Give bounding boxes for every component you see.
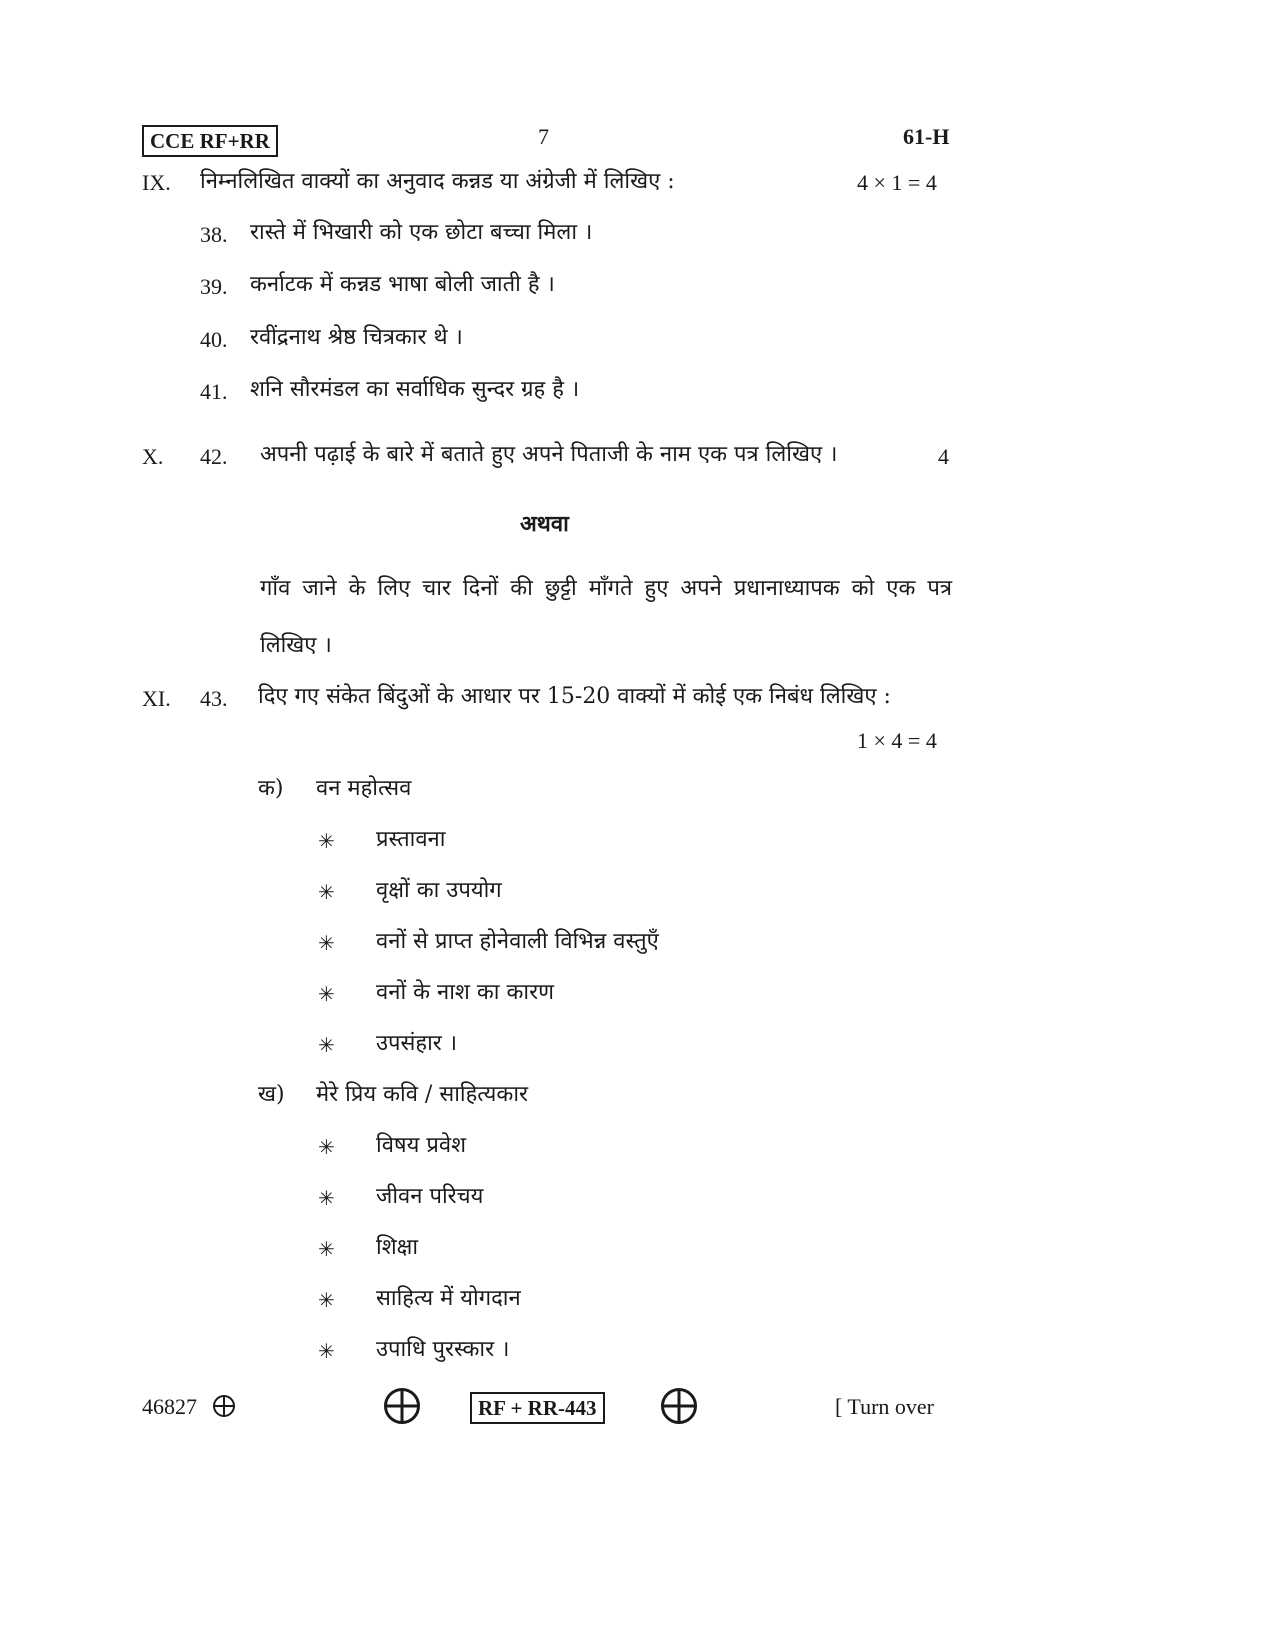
question-text: रास्ते में भिखारी को एक छोटा बच्चा मिला । xyxy=(250,220,593,245)
section-xi-marks: 1 × 4 = 4 xyxy=(857,728,937,753)
question-text: अपनी पढ़ाई के बारे में बताते हुए अपने पिताजी के नाम एक पत्र लिखिए । xyxy=(260,442,838,467)
question-number: 43. xyxy=(200,686,228,711)
bullet-icon: ✳ xyxy=(318,1186,335,1210)
series-code: CCE RF+RR xyxy=(150,129,270,153)
paper-code: 61-H xyxy=(903,124,950,149)
section-ix-marks: 4 × 1 = 4 xyxy=(857,170,937,195)
registration-mark-icon xyxy=(213,1395,235,1417)
question-text: कर्नाटक में कन्नड भाषा बोली जाती है । xyxy=(250,272,555,297)
alternative-question-line2: लिखिए । xyxy=(260,633,332,658)
topic-point: शिक्षा xyxy=(376,1235,419,1260)
bullet-icon: ✳ xyxy=(318,829,335,853)
registration-mark-icon xyxy=(661,1388,697,1424)
topic-point: जीवन परिचय xyxy=(376,1184,484,1209)
topic-point: वनों के नाश का कारण xyxy=(376,980,554,1005)
or-label: अथवा xyxy=(520,511,569,537)
topic-point: उपाधि पुरस्कार । xyxy=(376,1337,510,1362)
turn-over-label: [ Turn over xyxy=(835,1394,935,1419)
question-number: 40. xyxy=(200,327,228,352)
topic-point: उपसंहार । xyxy=(376,1031,458,1056)
topic-point: विषय प्रवेश xyxy=(376,1133,467,1158)
bullet-icon: ✳ xyxy=(318,880,335,904)
bullet-icon: ✳ xyxy=(318,1288,335,1312)
center-code: RF + RR-443 xyxy=(478,1396,597,1420)
registration-mark-icon xyxy=(384,1388,420,1424)
section-x-numeral: X. xyxy=(142,444,164,469)
print-code: 46827 xyxy=(142,1394,197,1419)
topic-point: वनों से प्राप्त होनेवाली विभिन्न वस्तुएँ xyxy=(376,929,659,954)
topic-point: वृक्षों का उपयोग xyxy=(376,878,502,903)
section-xi-numeral: XI. xyxy=(142,686,171,711)
question-number: 41. xyxy=(200,379,228,404)
section-x-marks: 4 xyxy=(938,444,949,469)
topic-point: प्रस्तावना xyxy=(376,827,446,852)
bullet-icon: ✳ xyxy=(318,982,335,1006)
question-text: दिए गए संकेत बिंदुओं के आधार पर 15-20 वाक्यों में कोई एक निबंध लिखिए : xyxy=(258,684,891,709)
bullet-icon: ✳ xyxy=(318,1033,335,1057)
page-number: 7 xyxy=(538,124,549,149)
question-number: 38. xyxy=(200,222,228,247)
bullet-icon: ✳ xyxy=(318,1237,335,1261)
bullet-icon: ✳ xyxy=(318,1339,335,1363)
topic-a-title: वन महोत्सव xyxy=(316,776,412,801)
question-text: रवींद्रनाथ श्रेष्ठ चित्रकार थे । xyxy=(250,325,463,350)
series-code-box xyxy=(142,125,278,157)
bullet-icon: ✳ xyxy=(318,931,335,955)
alternative-question-line1: गाँव जाने के लिए चार दिनों की छुट्टी माँगते हुए अपने प्रधानाध्यापक को एक पत्र xyxy=(260,576,952,601)
question-number: 42. xyxy=(200,444,228,469)
topic-a-label: क) xyxy=(258,776,284,801)
topic-b-title: मेरे प्रिय कवि / साहित्यकार xyxy=(316,1082,529,1107)
topic-b-label: ख) xyxy=(258,1082,285,1107)
bullet-icon: ✳ xyxy=(318,1135,335,1159)
center-code-box xyxy=(470,1392,605,1424)
topic-point: साहित्य में योगदान xyxy=(376,1286,521,1311)
section-ix-instruction: निम्नलिखित वाक्यों का अनुवाद कन्नड या अंग्रेजी में लिखिए : xyxy=(200,169,675,194)
question-number: 39. xyxy=(200,274,228,299)
section-ix-numeral: IX. xyxy=(142,170,171,195)
question-text: शनि सौरमंडल का सर्वाधिक सुन्दर ग्रह है । xyxy=(250,377,580,402)
